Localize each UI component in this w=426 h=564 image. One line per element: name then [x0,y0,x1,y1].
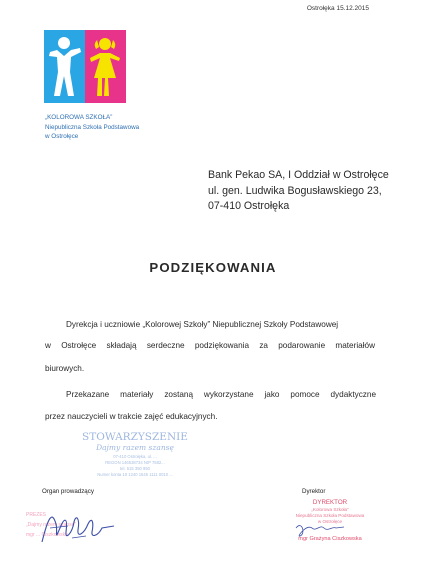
director-stamp-line: „Kolorowa Szkoła” [311,507,349,512]
director-stamp-line: w Ostrołęce [317,519,343,524]
school-logo [44,30,126,103]
recipient-line-2: ul. gen. Ludwika Bogusławskiego 23, [208,184,382,197]
school-name: „KOLOROWA SZKOŁA” [45,114,113,121]
svg-text:„Dajmy razem szansę”: „Dajmy razem szansę” [26,522,77,528]
letter-heading: PODZIĘKOWANIA [149,260,277,275]
stamp-line: Numer konta 10 1240 1545 1111 0010 ... [97,472,173,477]
svg-text:PREZES: PREZES [26,512,47,518]
director-stamp [270,494,390,564]
logo-boy-head [58,37,70,49]
stamp-line: tel. 515 350 950 [119,466,151,471]
recipient-address [208,168,389,215]
recipient-line-3: 07-410 Ostrołęka [208,200,290,212]
body-line: w Ostrołęce składają serdeczne podziękowania za podarowanie materiałów [45,341,375,350]
director-stamp-title: DYREKTOR [312,499,348,506]
letter-date: Ostrołęka 15.12.2015 [306,5,369,12]
school-header [45,113,139,142]
director-signature [296,526,344,537]
director-stamp-line: Niepubliczna Szkoła Podstawowa [295,513,365,518]
body-line: biurowych. [45,364,85,373]
recipient-line-1: Bank Pekao SA, I Oddział w Ostrołęce [208,169,389,181]
school-city: w Ostrołęce [45,133,79,140]
stamp-subtitle: Dajmy razem szansę [96,443,174,452]
body-line: Dyrekcja i uczniowie „Kolorowej Szkoły” Niepublicznej Szkoły Podstawowej [66,320,339,329]
logo-girl-head [99,38,111,50]
stamp-line: REGON 146538734 NIP 7582... [105,460,165,465]
organ-label: Organ prowadzący [42,488,94,495]
school-type: Niepubliczna Szkoła Podstawowa [45,123,140,131]
body-line: Przekazane materiały zostaną wykorzystane jako pomoce dydaktyczne [66,390,376,399]
director-label: Dyrektor [302,488,326,495]
body-line: przez nauczycieli w trakcie zajęć edukacyjnych. [45,412,218,421]
svg-text:mgr ... Ciszkowska: mgr ... Ciszkowska [26,532,68,538]
organ-signature [22,498,142,556]
stamp-line: 07-410 Ostrołęka, ul. ... [113,454,157,459]
director-name: mgr Grażyna Ciszkowska [298,536,362,542]
handwritten-signature [42,517,114,542]
stamp-title: STOWARZYSZENIE [82,431,188,443]
